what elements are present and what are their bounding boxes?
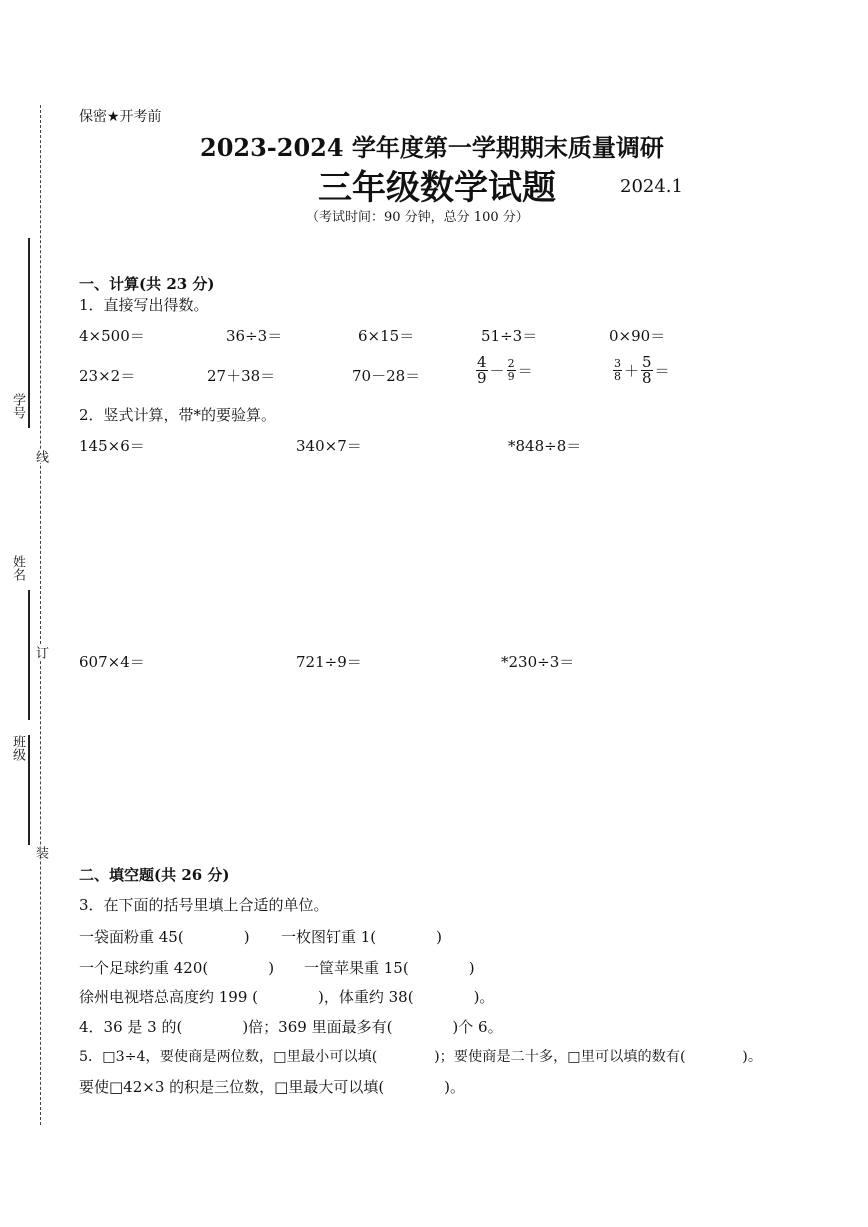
calc-item: 27＋38＝ (207, 367, 276, 385)
numerator: 3 (614, 357, 621, 370)
calc-item: 6×15＝ (358, 327, 415, 345)
calc-item: 0×90＝ (609, 327, 666, 345)
secret-mark: 保密★开考前 (79, 109, 162, 125)
calc-item: 70－28＝ (352, 367, 421, 385)
fill-line: 一筐苹果重 15( ) (304, 959, 475, 977)
calc-item: *230÷3＝ (501, 653, 575, 671)
fraction (613, 358, 622, 383)
fill-line: 一枚图钉重 1( ) (281, 928, 443, 946)
calc-item: 4×500＝ (79, 327, 145, 345)
fill-line: 一个足球约重 420( ) (79, 959, 275, 977)
denominator: 8 (642, 369, 652, 387)
denominator: 8 (614, 370, 621, 383)
xuehao-rule (28, 238, 30, 428)
operator: － (489, 362, 505, 380)
q3-prompt: 3．在下面的括号里填上合适的单位。 (79, 896, 329, 914)
exam-date: 2024.1 (620, 176, 683, 197)
label-xingming: 姓名 (10, 555, 25, 581)
calc-item: 51÷3＝ (481, 327, 538, 345)
banji-rule (28, 735, 30, 845)
equals: ＝ (654, 362, 670, 380)
label-zhuang: 装 (33, 846, 48, 859)
label-ding: 订 (33, 646, 48, 659)
section2-heading: 二、填空题(共 26 分) (79, 866, 230, 884)
q5-prompt: 5．□3÷4，要使商是两位数，□里最小可以填( )；要使商是二十多，□里可以填的数有( )。 (79, 1049, 763, 1065)
calc-item: 23×2＝ (79, 367, 136, 385)
q4-prompt: 4．36 是 3 的( )倍；369 里面最多有( )个 6。 (79, 1018, 503, 1036)
denominator: 9 (507, 370, 515, 383)
numerator: 2 (507, 357, 515, 370)
fill-line: 徐州电视塔总高度约 199 ( )，体重约 38( )。 (79, 988, 495, 1006)
numerator: 5 (642, 353, 652, 371)
label-xian: 线 (33, 450, 48, 463)
fraction (507, 358, 516, 383)
equals: ＝ (517, 362, 533, 380)
numerator: 4 (477, 353, 487, 371)
exam-title: 2023-2024 学年度第一学期期末质量调研 (200, 133, 664, 162)
calc-item: 340×7＝ (296, 437, 362, 455)
q1-prompt: 1．直接写出得数。 (79, 296, 209, 314)
fraction (641, 355, 653, 386)
calc-item: 145×6＝ (79, 437, 145, 455)
calc-item: 607×4＝ (79, 653, 145, 671)
fraction-expression-2 (611, 355, 670, 386)
section1-heading: 一、计算(共 23 分) (79, 275, 215, 293)
q2-prompt: 2．竖式计算，带*的要验算。 (79, 406, 277, 424)
binding-dashed-line (40, 105, 41, 1125)
label-xuehao: 学号 (10, 393, 25, 419)
xingming-rule (28, 590, 30, 720)
operator: ＋ (624, 362, 640, 380)
label-banji: 班级 (10, 735, 25, 761)
fraction-expression-1 (474, 355, 533, 386)
calc-item: *848÷8＝ (508, 437, 582, 455)
denominator: 9 (477, 369, 487, 387)
fill-line: 一袋面粉重 45( ) (79, 928, 250, 946)
exam-note: （考试时间：90 分钟，总分 100 分） (306, 210, 529, 225)
exam-subtitle: 三年级数学试题 (318, 168, 556, 208)
fraction (476, 355, 488, 386)
calc-item: 36÷3＝ (226, 327, 283, 345)
q5-continuation: 要使□42×3 的积是三位数，□里最大可以填( )。 (79, 1078, 466, 1096)
calc-item: 721÷9＝ (296, 653, 362, 671)
